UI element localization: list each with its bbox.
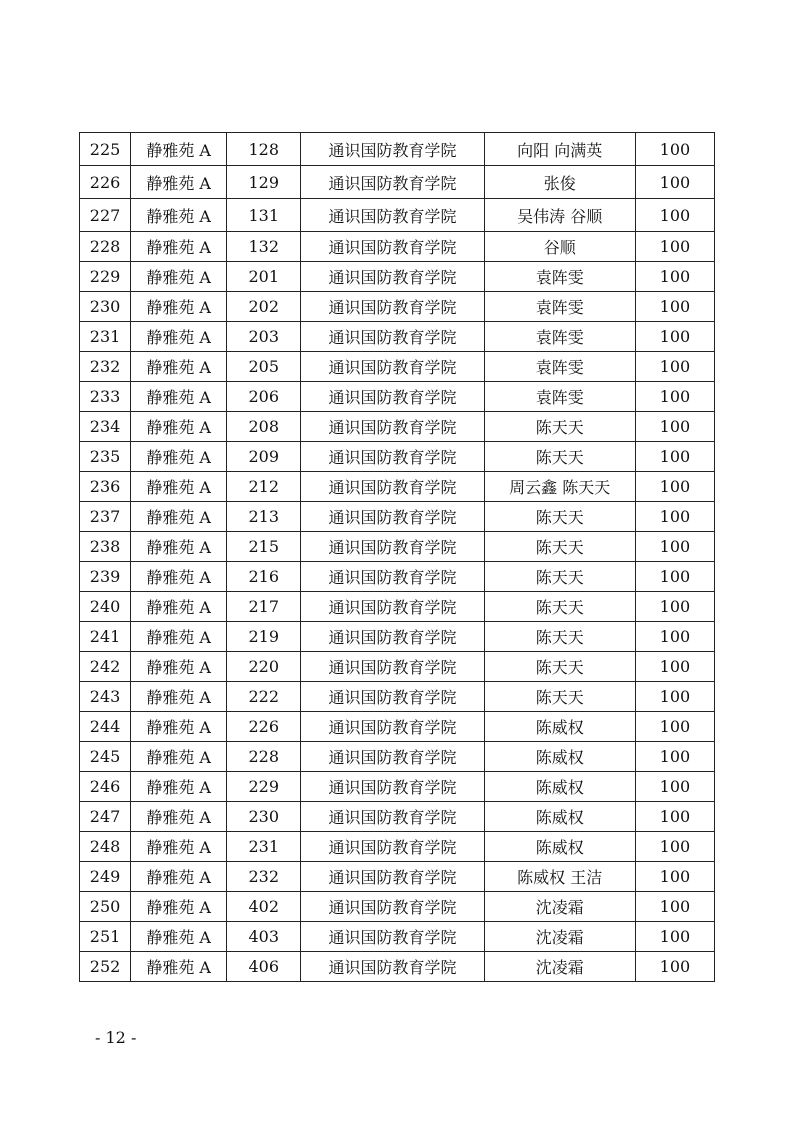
- college-cell: 通识国防教育学院: [301, 862, 484, 892]
- score-cell: 100: [635, 652, 714, 682]
- row-number-cell: 242: [80, 652, 131, 682]
- room-number-cell: 213: [227, 502, 301, 532]
- college-cell: 通识国防教育学院: [301, 832, 484, 862]
- room-number-cell: 208: [227, 412, 301, 442]
- room-number-cell: 128: [227, 133, 301, 166]
- room-number-cell: 220: [227, 652, 301, 682]
- room-number-cell: 231: [227, 832, 301, 862]
- resident-name-cell: 陈威权 王洁: [484, 862, 635, 892]
- college-cell: 通识国防教育学院: [301, 892, 484, 922]
- resident-name-cell: 吴伟涛 谷顺: [484, 199, 635, 232]
- room-number-cell: 201: [227, 262, 301, 292]
- building-cell: 静雅苑 A: [131, 166, 227, 199]
- building-cell: 静雅苑 A: [131, 199, 227, 232]
- table-row: [80, 592, 715, 622]
- room-number-cell: 232: [227, 862, 301, 892]
- resident-name-cell: 陈天天: [484, 652, 635, 682]
- row-number-cell: 236: [80, 472, 131, 502]
- row-number-cell: 232: [80, 352, 131, 382]
- table-row: [80, 232, 715, 262]
- row-number-cell: 239: [80, 562, 131, 592]
- room-number-cell: 215: [227, 532, 301, 562]
- college-cell: 通识国防教育学院: [301, 442, 484, 472]
- room-number-cell: 203: [227, 322, 301, 352]
- room-number-cell: 212: [227, 472, 301, 502]
- row-number-cell: 245: [80, 742, 131, 772]
- building-cell: 静雅苑 A: [131, 682, 227, 712]
- college-cell: 通识国防教育学院: [301, 502, 484, 532]
- table-row: [80, 832, 715, 862]
- college-cell: 通识国防教育学院: [301, 742, 484, 772]
- row-number-cell: 228: [80, 232, 131, 262]
- table-row: [80, 412, 715, 442]
- college-cell: 通识国防教育学院: [301, 262, 484, 292]
- room-number-cell: 406: [227, 952, 301, 982]
- dormitory-score-table: [79, 132, 715, 982]
- building-cell: 静雅苑 A: [131, 382, 227, 412]
- room-number-cell: 230: [227, 802, 301, 832]
- score-cell: 100: [635, 862, 714, 892]
- building-cell: 静雅苑 A: [131, 592, 227, 622]
- score-cell: 100: [635, 742, 714, 772]
- row-number-cell: 231: [80, 322, 131, 352]
- resident-name-cell: 陈威权: [484, 742, 635, 772]
- table-row: [80, 622, 715, 652]
- score-cell: 100: [635, 832, 714, 862]
- table-row: [80, 262, 715, 292]
- resident-name-cell: 沈凌霜: [484, 892, 635, 922]
- building-cell: 静雅苑 A: [131, 232, 227, 262]
- table-row: [80, 472, 715, 502]
- building-cell: 静雅苑 A: [131, 652, 227, 682]
- resident-name-cell: 陈威权: [484, 832, 635, 862]
- college-cell: 通识国防教育学院: [301, 682, 484, 712]
- building-cell: 静雅苑 A: [131, 922, 227, 952]
- table-row: [80, 652, 715, 682]
- room-number-cell: 209: [227, 442, 301, 472]
- page-number: - 12 -: [95, 1028, 137, 1047]
- score-cell: 100: [635, 199, 714, 232]
- score-cell: 100: [635, 166, 714, 199]
- resident-name-cell: 袁阵雯: [484, 292, 635, 322]
- college-cell: 通识国防教育学院: [301, 292, 484, 322]
- score-cell: 100: [635, 502, 714, 532]
- college-cell: 通识国防教育学院: [301, 772, 484, 802]
- room-number-cell: 403: [227, 922, 301, 952]
- resident-name-cell: 周云鑫 陈天天: [484, 472, 635, 502]
- room-number-cell: 228: [227, 742, 301, 772]
- score-cell: 100: [635, 322, 714, 352]
- resident-name-cell: 谷顺: [484, 232, 635, 262]
- score-cell: 100: [635, 262, 714, 292]
- row-number-cell: 247: [80, 802, 131, 832]
- score-cell: 100: [635, 442, 714, 472]
- table-row: [80, 292, 715, 322]
- room-number-cell: 216: [227, 562, 301, 592]
- table-body: [80, 133, 715, 982]
- room-number-cell: 402: [227, 892, 301, 922]
- row-number-cell: 230: [80, 292, 131, 322]
- building-cell: 静雅苑 A: [131, 532, 227, 562]
- row-number-cell: 246: [80, 772, 131, 802]
- score-cell: 100: [635, 712, 714, 742]
- row-number-cell: 249: [80, 862, 131, 892]
- college-cell: 通识国防教育学院: [301, 592, 484, 622]
- table-row: [80, 682, 715, 712]
- building-cell: 静雅苑 A: [131, 772, 227, 802]
- room-number-cell: 202: [227, 292, 301, 322]
- score-cell: 100: [635, 952, 714, 982]
- row-number-cell: 227: [80, 199, 131, 232]
- resident-name-cell: 张俊: [484, 166, 635, 199]
- score-cell: 100: [635, 232, 714, 262]
- building-cell: 静雅苑 A: [131, 622, 227, 652]
- building-cell: 静雅苑 A: [131, 742, 227, 772]
- row-number-cell: 241: [80, 622, 131, 652]
- row-number-cell: 225: [80, 133, 131, 166]
- building-cell: 静雅苑 A: [131, 862, 227, 892]
- row-number-cell: 240: [80, 592, 131, 622]
- row-number-cell: 226: [80, 166, 131, 199]
- college-cell: 通识国防教育学院: [301, 622, 484, 652]
- resident-name-cell: 袁阵雯: [484, 322, 635, 352]
- college-cell: 通识国防教育学院: [301, 133, 484, 166]
- table-row: [80, 502, 715, 532]
- table-row: [80, 802, 715, 832]
- score-cell: 100: [635, 532, 714, 562]
- score-cell: 100: [635, 472, 714, 502]
- resident-name-cell: 陈天天: [484, 442, 635, 472]
- resident-name-cell: 陈天天: [484, 562, 635, 592]
- score-cell: 100: [635, 682, 714, 712]
- score-cell: 100: [635, 892, 714, 922]
- room-number-cell: 219: [227, 622, 301, 652]
- college-cell: 通识国防教育学院: [301, 322, 484, 352]
- building-cell: 静雅苑 A: [131, 712, 227, 742]
- building-cell: 静雅苑 A: [131, 262, 227, 292]
- table-row: [80, 742, 715, 772]
- resident-name-cell: 袁阵雯: [484, 352, 635, 382]
- row-number-cell: 233: [80, 382, 131, 412]
- resident-name-cell: 袁阵雯: [484, 262, 635, 292]
- college-cell: 通识国防教育学院: [301, 532, 484, 562]
- row-number-cell: 238: [80, 532, 131, 562]
- resident-name-cell: 陈威权: [484, 802, 635, 832]
- score-cell: 100: [635, 412, 714, 442]
- row-number-cell: 251: [80, 922, 131, 952]
- room-number-cell: 206: [227, 382, 301, 412]
- college-cell: 通识国防教育学院: [301, 166, 484, 199]
- resident-name-cell: 向阳 向满英: [484, 133, 635, 166]
- table-row: [80, 862, 715, 892]
- table-row: [80, 532, 715, 562]
- score-cell: 100: [635, 772, 714, 802]
- room-number-cell: 226: [227, 712, 301, 742]
- college-cell: 通识国防教育学院: [301, 352, 484, 382]
- score-cell: 100: [635, 802, 714, 832]
- college-cell: 通识国防教育学院: [301, 802, 484, 832]
- table-row: [80, 166, 715, 199]
- building-cell: 静雅苑 A: [131, 562, 227, 592]
- room-number-cell: 222: [227, 682, 301, 712]
- row-number-cell: 235: [80, 442, 131, 472]
- score-cell: 100: [635, 622, 714, 652]
- building-cell: 静雅苑 A: [131, 292, 227, 322]
- building-cell: 静雅苑 A: [131, 442, 227, 472]
- room-number-cell: 131: [227, 199, 301, 232]
- college-cell: 通识国防教育学院: [301, 562, 484, 592]
- score-cell: 100: [635, 382, 714, 412]
- row-number-cell: 234: [80, 412, 131, 442]
- resident-name-cell: 袁阵雯: [484, 382, 635, 412]
- college-cell: 通识国防教育学院: [301, 652, 484, 682]
- score-cell: 100: [635, 922, 714, 952]
- score-cell: 100: [635, 562, 714, 592]
- building-cell: 静雅苑 A: [131, 802, 227, 832]
- resident-name-cell: 沈凌霜: [484, 952, 635, 982]
- building-cell: 静雅苑 A: [131, 472, 227, 502]
- table-row: [80, 352, 715, 382]
- resident-name-cell: 陈天天: [484, 412, 635, 442]
- college-cell: 通识国防教育学院: [301, 199, 484, 232]
- building-cell: 静雅苑 A: [131, 502, 227, 532]
- row-number-cell: 252: [80, 952, 131, 982]
- building-cell: 静雅苑 A: [131, 952, 227, 982]
- table-row: [80, 322, 715, 352]
- building-cell: 静雅苑 A: [131, 322, 227, 352]
- table-row: [80, 382, 715, 412]
- resident-name-cell: 沈凌霜: [484, 922, 635, 952]
- row-number-cell: 248: [80, 832, 131, 862]
- table-row: [80, 133, 715, 166]
- row-number-cell: 237: [80, 502, 131, 532]
- building-cell: 静雅苑 A: [131, 892, 227, 922]
- score-cell: 100: [635, 592, 714, 622]
- table-row: [80, 892, 715, 922]
- row-number-cell: 244: [80, 712, 131, 742]
- building-cell: 静雅苑 A: [131, 133, 227, 166]
- college-cell: 通识国防教育学院: [301, 472, 484, 502]
- college-cell: 通识国防教育学院: [301, 412, 484, 442]
- table-row: [80, 772, 715, 802]
- resident-name-cell: 陈威权: [484, 712, 635, 742]
- resident-name-cell: 陈天天: [484, 592, 635, 622]
- college-cell: 通识国防教育学院: [301, 952, 484, 982]
- row-number-cell: 243: [80, 682, 131, 712]
- college-cell: 通识国防教育学院: [301, 232, 484, 262]
- room-number-cell: 229: [227, 772, 301, 802]
- score-cell: 100: [635, 352, 714, 382]
- building-cell: 静雅苑 A: [131, 832, 227, 862]
- resident-name-cell: 陈天天: [484, 622, 635, 652]
- row-number-cell: 229: [80, 262, 131, 292]
- room-number-cell: 217: [227, 592, 301, 622]
- room-number-cell: 132: [227, 232, 301, 262]
- room-number-cell: 129: [227, 166, 301, 199]
- table-row: [80, 952, 715, 982]
- score-cell: 100: [635, 292, 714, 322]
- college-cell: 通识国防教育学院: [301, 922, 484, 952]
- score-cell: 100: [635, 133, 714, 166]
- resident-name-cell: 陈天天: [484, 532, 635, 562]
- building-cell: 静雅苑 A: [131, 412, 227, 442]
- table-row: [80, 199, 715, 232]
- college-cell: 通识国防教育学院: [301, 712, 484, 742]
- college-cell: 通识国防教育学院: [301, 382, 484, 412]
- row-number-cell: 250: [80, 892, 131, 922]
- resident-name-cell: 陈天天: [484, 682, 635, 712]
- resident-name-cell: 陈天天: [484, 502, 635, 532]
- room-number-cell: 205: [227, 352, 301, 382]
- building-cell: 静雅苑 A: [131, 352, 227, 382]
- table-row: [80, 922, 715, 952]
- table-row: [80, 562, 715, 592]
- table-row: [80, 712, 715, 742]
- table-row: [80, 442, 715, 472]
- resident-name-cell: 陈威权: [484, 772, 635, 802]
